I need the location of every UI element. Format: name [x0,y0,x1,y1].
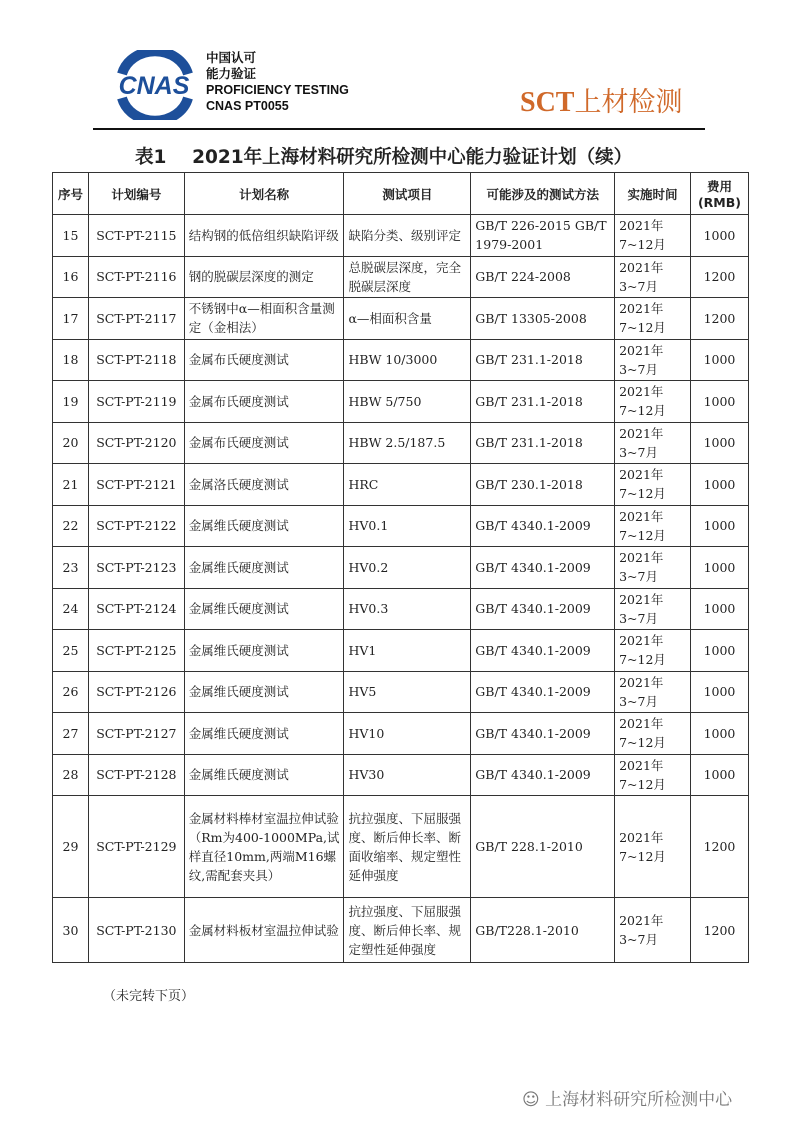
table-cell: SCT-PT-2123 [88,547,184,589]
table-cell: 1000 [690,547,748,589]
column-header: 计划名称 [184,173,344,215]
table-cell: SCT-PT-2124 [88,588,184,630]
table-row [53,381,749,423]
table-cell: 29 [53,796,89,898]
table-cell: GB/T 231.1-2018 [471,339,615,381]
table-cell: 结构钢的低倍组织缺陷评级 [184,215,344,257]
table-cell: SCT-PT-2117 [88,298,184,340]
watermark: ☺ 上海材料研究所检测中心 [522,1090,733,1110]
table-cell: HRC [344,464,471,506]
table-cell: SCT-PT-2126 [88,671,184,713]
table-cell: 2021年 7~12月 [615,215,691,257]
sct-mark: SCT [520,87,575,118]
table-cell: 金属维氏硬度测试 [184,505,344,547]
table-cell: 30 [53,898,89,963]
table-cell: 金属维氏硬度测试 [184,547,344,589]
table-cell: 金属洛氏硬度测试 [184,464,344,506]
table-row [53,298,749,340]
table-cell: GB/T 4340.1-2009 [471,713,615,755]
table-cell: 1000 [690,505,748,547]
table-cell: 2021年 3~7月 [615,422,691,464]
table-cell: 18 [53,339,89,381]
table-cell: 2021年 7~12月 [615,298,691,340]
table-cell: SCT-PT-2130 [88,898,184,963]
table-cell: 2021年 7~12月 [615,381,691,423]
table-cell: 不锈钢中α—相面积含量测定（金相法） [184,298,344,340]
table-cell: 19 [53,381,89,423]
table-cell: GB/T228.1-2010 [471,898,615,963]
table-cell: 抗拉强度、下屈服强度、断后伸长率、断面收缩率、规定塑性延伸强度 [344,796,471,898]
column-header: 可能涉及的测试方法 [471,173,615,215]
table-cell: 金属维氏硬度测试 [184,630,344,672]
table-cell: 1000 [690,215,748,257]
table-row [53,796,749,898]
table-cell: SCT-PT-2118 [88,339,184,381]
table-cell: 2021年 7~12月 [615,464,691,506]
table-cell: GB/T 4340.1-2009 [471,754,615,796]
table-row [53,713,749,755]
table-cell: 金属维氏硬度测试 [184,713,344,755]
table-cell: SCT-PT-2122 [88,505,184,547]
table-cell: α—相面积含量 [344,298,471,340]
table-row [53,547,749,589]
table-cell: 2021年 7~12月 [615,505,691,547]
table-row [53,671,749,713]
table-cell: SCT-PT-2119 [88,381,184,423]
table-cell: GB/T 226-2015 GB/T 1979-2001 [471,215,615,257]
sct-logo [520,80,682,119]
table-cell: 金属材料板材室温拉伸试验 [184,898,344,963]
column-header: 费用(RMB) [690,173,748,215]
table-cell: GB/T 4340.1-2009 [471,547,615,589]
table-cell: SCT-PT-2115 [88,215,184,257]
table-cell: 1200 [690,898,748,963]
table-cell: 金属布氏硬度测试 [184,422,344,464]
header-divider [93,128,705,130]
table-row [53,754,749,796]
table-cell: HBW 2.5/187.5 [344,422,471,464]
table-cell: 1000 [690,754,748,796]
table-cell: 1000 [690,671,748,713]
table-cell: GB/T 228.1-2010 [471,796,615,898]
table-cell: 27 [53,713,89,755]
table-cell: GB/T 231.1-2018 [471,422,615,464]
table-cell: 1000 [690,588,748,630]
table-cell: 2021年 7~12月 [615,713,691,755]
table-cell: 28 [53,754,89,796]
table-cell: SCT-PT-2120 [88,422,184,464]
table-cell: 2021年 3~7月 [615,339,691,381]
table-cell: 金属布氏硬度测试 [184,339,344,381]
table-cell: 26 [53,671,89,713]
table-cell: HV10 [344,713,471,755]
table-cell: SCT-PT-2125 [88,630,184,672]
table-cell: SCT-PT-2116 [88,256,184,298]
table-cell: 24 [53,588,89,630]
table-cell: 总脱碳层深度，完全脱碳层深度 [344,256,471,298]
table-row [53,464,749,506]
plan-table [52,172,749,963]
table-cell: 金属布氏硬度测试 [184,381,344,423]
table-cell: GB/T 4340.1-2009 [471,671,615,713]
table-cell: 1000 [690,464,748,506]
cnas-caption [206,50,349,114]
table-cell: GB/T 4340.1-2009 [471,505,615,547]
table-cell: HBW 10/3000 [344,339,471,381]
table-cell: 2021年 3~7月 [615,671,691,713]
table-cell: 1200 [690,256,748,298]
table-row [53,256,749,298]
table-row [53,505,749,547]
table-cell: 2021年 3~7月 [615,547,691,589]
table-cell: HV0.3 [344,588,471,630]
table-cell: GB/T 230.1-2018 [471,464,615,506]
table-cell: 20 [53,422,89,464]
table-cell: 2021年 7~12月 [615,630,691,672]
table-cell: 金属维氏硬度测试 [184,588,344,630]
table-cell: 23 [53,547,89,589]
table-row [53,898,749,963]
table-cell: 抗拉强度、下屈服强度、断后伸长率、规定塑性延伸强度 [344,898,471,963]
watermark-text: 上海材料研究所检测中心 [545,1090,733,1110]
table-cell: GB/T 224-2008 [471,256,615,298]
table-cell: 2021年 7~12月 [615,796,691,898]
table-cell: 15 [53,215,89,257]
table-cell: 25 [53,630,89,672]
table-cell: GB/T 13305-2008 [471,298,615,340]
table-cell: 21 [53,464,89,506]
table-cell: 1200 [690,796,748,898]
cnas-line: 能力验证 [206,67,257,81]
table-cell: SCT-PT-2128 [88,754,184,796]
continued-note: （未完转下页） [103,989,195,1004]
table-row [53,588,749,630]
table-row [53,630,749,672]
table-cell: 1000 [690,713,748,755]
table-cell: HV30 [344,754,471,796]
table-cell: GB/T 231.1-2018 [471,381,615,423]
table-row [53,339,749,381]
cnas-line: PROFICIENCY TESTING [206,83,349,97]
column-header: 实施时间 [615,173,691,215]
table-cell: HV0.2 [344,547,471,589]
table-cell: 17 [53,298,89,340]
table-row [53,215,749,257]
table-cell: GB/T 4340.1-2009 [471,588,615,630]
table-cell: SCT-PT-2127 [88,713,184,755]
table-cell: 1200 [690,298,748,340]
table-cell: 2021年 3~7月 [615,588,691,630]
table-cell: 1000 [690,381,748,423]
table-cell: HV5 [344,671,471,713]
table-cell: 1000 [690,630,748,672]
table-cell: 缺陷分类、级别评定 [344,215,471,257]
table-cell: 16 [53,256,89,298]
table-cell: 金属维氏硬度测试 [184,754,344,796]
table-row [53,422,749,464]
table-cell: HV0.1 [344,505,471,547]
svg-text:CNAS: CNAS [118,72,190,100]
table-cell: HV1 [344,630,471,672]
table-title: 表1 2021年上海材料研究所检测中心能力验证计划（续） [135,147,633,168]
table-cell: 金属维氏硬度测试 [184,671,344,713]
table-cell: 2021年 3~7月 [615,256,691,298]
column-header: 测试项目 [344,173,471,215]
cnas-line: 中国认可 [206,51,257,65]
table-cell: 1000 [690,422,748,464]
table-cell: 1000 [690,339,748,381]
table-cell: 钢的脱碳层深度的测定 [184,256,344,298]
cnas-logo [108,50,200,120]
sct-name: 上材检测 [574,87,683,118]
cnas-line: CNAS PT0055 [206,99,289,113]
table-cell: 2021年 3~7月 [615,898,691,963]
table-cell: SCT-PT-2121 [88,464,184,506]
column-header: 序号 [53,173,89,215]
table-cell: 2021年 7~12月 [615,754,691,796]
table-cell: GB/T 4340.1-2009 [471,630,615,672]
table-cell: HBW 5/750 [344,381,471,423]
table-cell: 金属材料棒材室温拉伸试验（Rm为400-1000MPa,试样直径10mm,两端M16螺纹,需配套夹具） [184,796,344,898]
table-cell: SCT-PT-2129 [88,796,184,898]
table-cell: 22 [53,505,89,547]
column-header: 计划编号 [88,173,184,215]
